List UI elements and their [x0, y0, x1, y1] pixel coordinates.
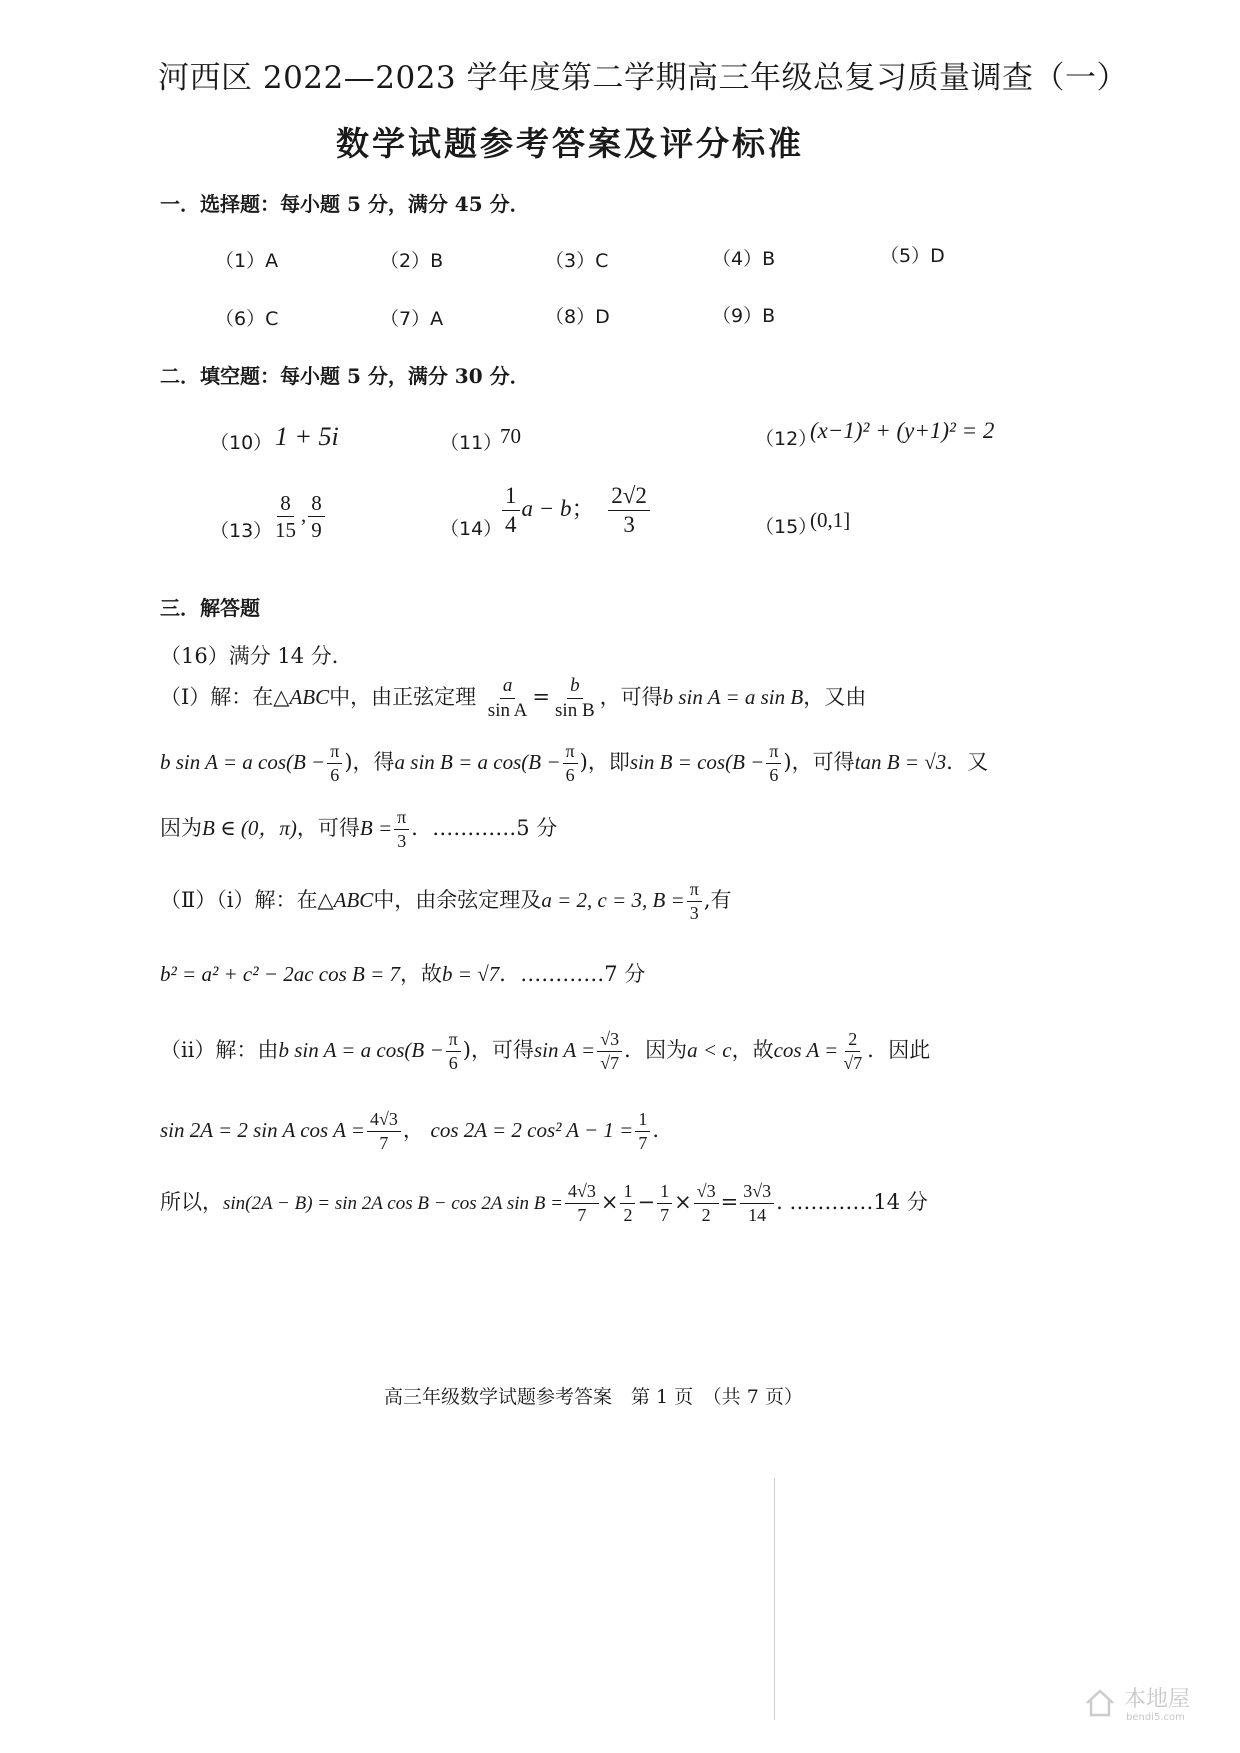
p6-f1: b sin A = a cos(B − — [278, 1037, 444, 1062]
p6-because: ．因为 — [624, 1037, 688, 1062]
p6-n2: 2 — [845, 1030, 860, 1052]
answer-q11: 70 — [500, 424, 521, 448]
answer-3: （3）C — [545, 250, 609, 272]
p8-fd-d: 2 — [701, 1204, 711, 1225]
p6-f3: a < c — [687, 1037, 732, 1062]
label-q13: （13） — [210, 520, 273, 542]
p1-frac-a: a — [500, 676, 516, 699]
p8-fd-n: √3 — [694, 1182, 719, 1204]
p6-d2: √7 — [843, 1052, 863, 1073]
p8-times2: × — [674, 1189, 692, 1214]
q14-num2: 2√2 — [608, 484, 650, 511]
p7-n1: 4√3 — [367, 1110, 401, 1132]
answer-1: （1）A — [215, 250, 279, 272]
p2-f2: a sin B = a cos(B − — [394, 749, 561, 774]
answer-q14 — [500, 484, 652, 537]
p7-f1: sin 2A = 2 sin A cos A = — [160, 1117, 365, 1142]
watermark-text: 本地屋 — [1124, 1687, 1191, 1712]
p6-n1: √3 — [597, 1030, 622, 1052]
p4-tri: △ABC — [317, 887, 374, 912]
label-q14: （14） — [440, 518, 503, 540]
p5-f2: b = √7 — [442, 962, 500, 986]
p2-pi1: π — [327, 742, 342, 764]
p7-sep: ， — [402, 1117, 424, 1142]
p7-f2: cos 2A = 2 cos² A − 1 = — [430, 1117, 634, 1142]
watermark-house-icon — [1084, 1688, 1116, 1718]
p8-fe-n: 3√3 — [740, 1182, 774, 1204]
q13-den2: 9 — [311, 518, 322, 543]
p8-lead: 所以， — [160, 1189, 223, 1214]
p2-six3: 6 — [769, 764, 779, 785]
answer-9: （9）B — [712, 305, 776, 327]
q16-part1-line3 — [160, 808, 557, 851]
p8-f1: sin(2A − B) = sin 2A cos B − cos 2A sin B = — [223, 1192, 563, 1214]
p1-frac-sinb: sin B — [555, 699, 595, 721]
p3-pi: π — [394, 808, 409, 830]
p7-end: . — [652, 1117, 660, 1142]
q13-num2: 8 — [308, 492, 325, 517]
p8-fa-d: 7 — [577, 1204, 587, 1225]
p6-gu: ，故 — [731, 1037, 774, 1062]
p5-f1: b² = a² + c² − 2ac cos B = 7 — [160, 962, 401, 986]
answer-2: （2）B — [380, 250, 444, 272]
q13-den1: 15 — [275, 518, 296, 543]
p1-lead: （Ⅰ）解：在 — [160, 684, 274, 709]
scan-fold-line — [774, 1478, 775, 1720]
p4-f1: a = 2, c = 3, B = — [541, 887, 685, 912]
p8-times1: × — [600, 1189, 619, 1214]
p4-tail: ,有 — [703, 887, 732, 912]
q14-coef-den: 4 — [505, 512, 517, 538]
p8-fe-d: 14 — [748, 1204, 767, 1225]
p1-formula: b sin A = a sin B — [662, 684, 804, 709]
p1-tri: △ABC — [273, 684, 330, 709]
p8-score: . …………14 分 — [776, 1189, 928, 1214]
p3-f2: B = — [359, 815, 393, 840]
label-q11: （11） — [440, 432, 503, 454]
p4-mid: 中，由余弦定理及 — [373, 887, 542, 912]
p8-fb-n: 1 — [620, 1182, 635, 1204]
q14-coef-num: 1 — [502, 484, 520, 511]
label-q12: （12） — [755, 428, 818, 450]
p8-fc-n: 1 — [657, 1182, 672, 1204]
answer-6: （6）C — [215, 308, 279, 330]
exam-title: 河西区 2022—2023 学年度第二学期高三年级总复习质量调查（一） — [158, 60, 1128, 96]
p1-tail1: ，可得 — [599, 684, 663, 709]
p8-eq: = — [720, 1189, 739, 1214]
p3-f1: B ∈ (0，π) — [202, 815, 297, 840]
p2-pi2: π — [563, 742, 578, 764]
p1-frac-sina: sin A — [487, 699, 528, 721]
p2-get: ，得 — [352, 749, 395, 774]
document-subtitle: 数学试题参考答案及评分标准 — [336, 124, 804, 163]
p2-kede: ，可得 — [791, 749, 855, 774]
p5-score: ．…………7 分 — [499, 962, 646, 986]
p4-three: 3 — [689, 902, 699, 923]
label-q15: （15） — [755, 516, 818, 538]
watermark-sub: bendi5.com — [1126, 1712, 1185, 1723]
answer-8: （8）D — [545, 306, 610, 328]
p2-you: ．又 — [946, 749, 989, 774]
q16-part2-ii-line3 — [160, 1182, 928, 1225]
p5-mid: ，故 — [400, 962, 443, 986]
p6-yinci: ．因此 — [867, 1037, 931, 1062]
p8-fb-d: 2 — [623, 1204, 633, 1225]
p7-d2: 7 — [638, 1132, 648, 1153]
label-q10: （10） — [210, 432, 273, 454]
section1-heading: 一．选择题：每小题 5 分，满分 45 分． — [160, 192, 530, 216]
p2-ji: ，即 — [587, 749, 630, 774]
p1-frac-b: b — [567, 676, 583, 699]
answer-4: （4）B — [712, 248, 776, 270]
p3-lead: 因为 — [160, 815, 202, 840]
answer-q12: (x−1)² + (y+1)² = 2 — [810, 418, 995, 443]
section3-heading: 三．解答题 — [160, 596, 260, 620]
q16-part2-ii-line1: （ⅱ）解：由b sin A = a cos(B − $\frac{\pi}{6}$ )，可得sin A = $\frac{√3}{√7}$ ．因为a < c，故cos A = $\frac{2}{√7}$ ．因此 — [160, 1029, 931, 1073]
p7-n2: 1 — [635, 1110, 650, 1132]
p1-tail2: ，又由 — [803, 684, 867, 709]
p6-f4: cos A = — [773, 1037, 839, 1062]
p3-three: 3 — [397, 830, 407, 851]
p6-d1: √7 — [600, 1052, 620, 1073]
p6-kede: ，可得 — [470, 1037, 534, 1062]
q13-num1: 8 — [277, 492, 294, 517]
p2-f4: tan B = √3 — [854, 749, 947, 774]
p6-pi: π — [446, 1030, 461, 1052]
p2-f3: sin B = cos(B − — [629, 749, 765, 774]
q16-header: （16）满分 14 分． — [160, 644, 353, 668]
q14-den2: 3 — [623, 512, 635, 538]
q16-part2-ii-line2 — [160, 1110, 659, 1153]
answer-q13: $\frac{8}{15}$ , $\frac{8}{9}$ — [270, 492, 327, 541]
p2-f1: b sin A = a cos(B − — [160, 749, 326, 774]
q14-vector-expr: a − b — [521, 495, 572, 521]
q16-part2-i-line1 — [160, 880, 732, 923]
page-footer: 高三年级数学试题参考答案 第 1 页 （共 7 页） — [384, 1386, 803, 1408]
answer-5: （5）D — [880, 245, 945, 267]
p8-fc-d: 7 — [660, 1204, 670, 1225]
q16-part1-line1: （Ⅰ）解：在△ABC中，由正弦定理 $\frac{a}{\text{sin A}}$ = $\frac{b}{\text{sin B}}$ ，可得b sin A = a sin B，又由 — [160, 675, 867, 721]
p8-minus: − — [637, 1189, 656, 1214]
p1-mid: 中，由正弦定理 — [329, 684, 477, 709]
p3-score: ．…………5 分 — [411, 815, 558, 840]
p4-lead: （Ⅱ）（ⅰ）解：在 — [160, 887, 318, 912]
section2-heading: 二．填空题：每小题 5 分，满分 30 分． — [160, 364, 530, 388]
p3-mid: ，可得 — [296, 815, 360, 840]
p6-six: 6 — [448, 1052, 458, 1073]
p4-pi: π — [687, 880, 702, 902]
p6-f2: sin A = — [533, 1037, 596, 1062]
q14-sep: ； — [571, 495, 595, 521]
answer-q15: (0,1] — [810, 508, 851, 532]
p7-d1: 7 — [379, 1132, 389, 1153]
q16-part2-i-line2 — [160, 958, 645, 988]
q16-part1-line2: b sin A = a cos(B − $\frac{\pi}{6}$ )，得a sin B = a cos(B − $\frac{\pi}{6}$ )，即sin B = cos(B − $\frac{\pi}{6}$ )，可得tan B = √3．又 — [160, 741, 989, 785]
p8-fa-n: 4√3 — [565, 1182, 599, 1204]
answer-q10: 1 + 5i — [275, 422, 339, 451]
answer-7: （7）A — [380, 308, 444, 330]
p6-lead: （ⅱ）解：由 — [160, 1037, 279, 1062]
p2-six2: 6 — [565, 764, 575, 785]
p2-six1: 6 — [330, 764, 340, 785]
p2-pi3: π — [766, 742, 781, 764]
